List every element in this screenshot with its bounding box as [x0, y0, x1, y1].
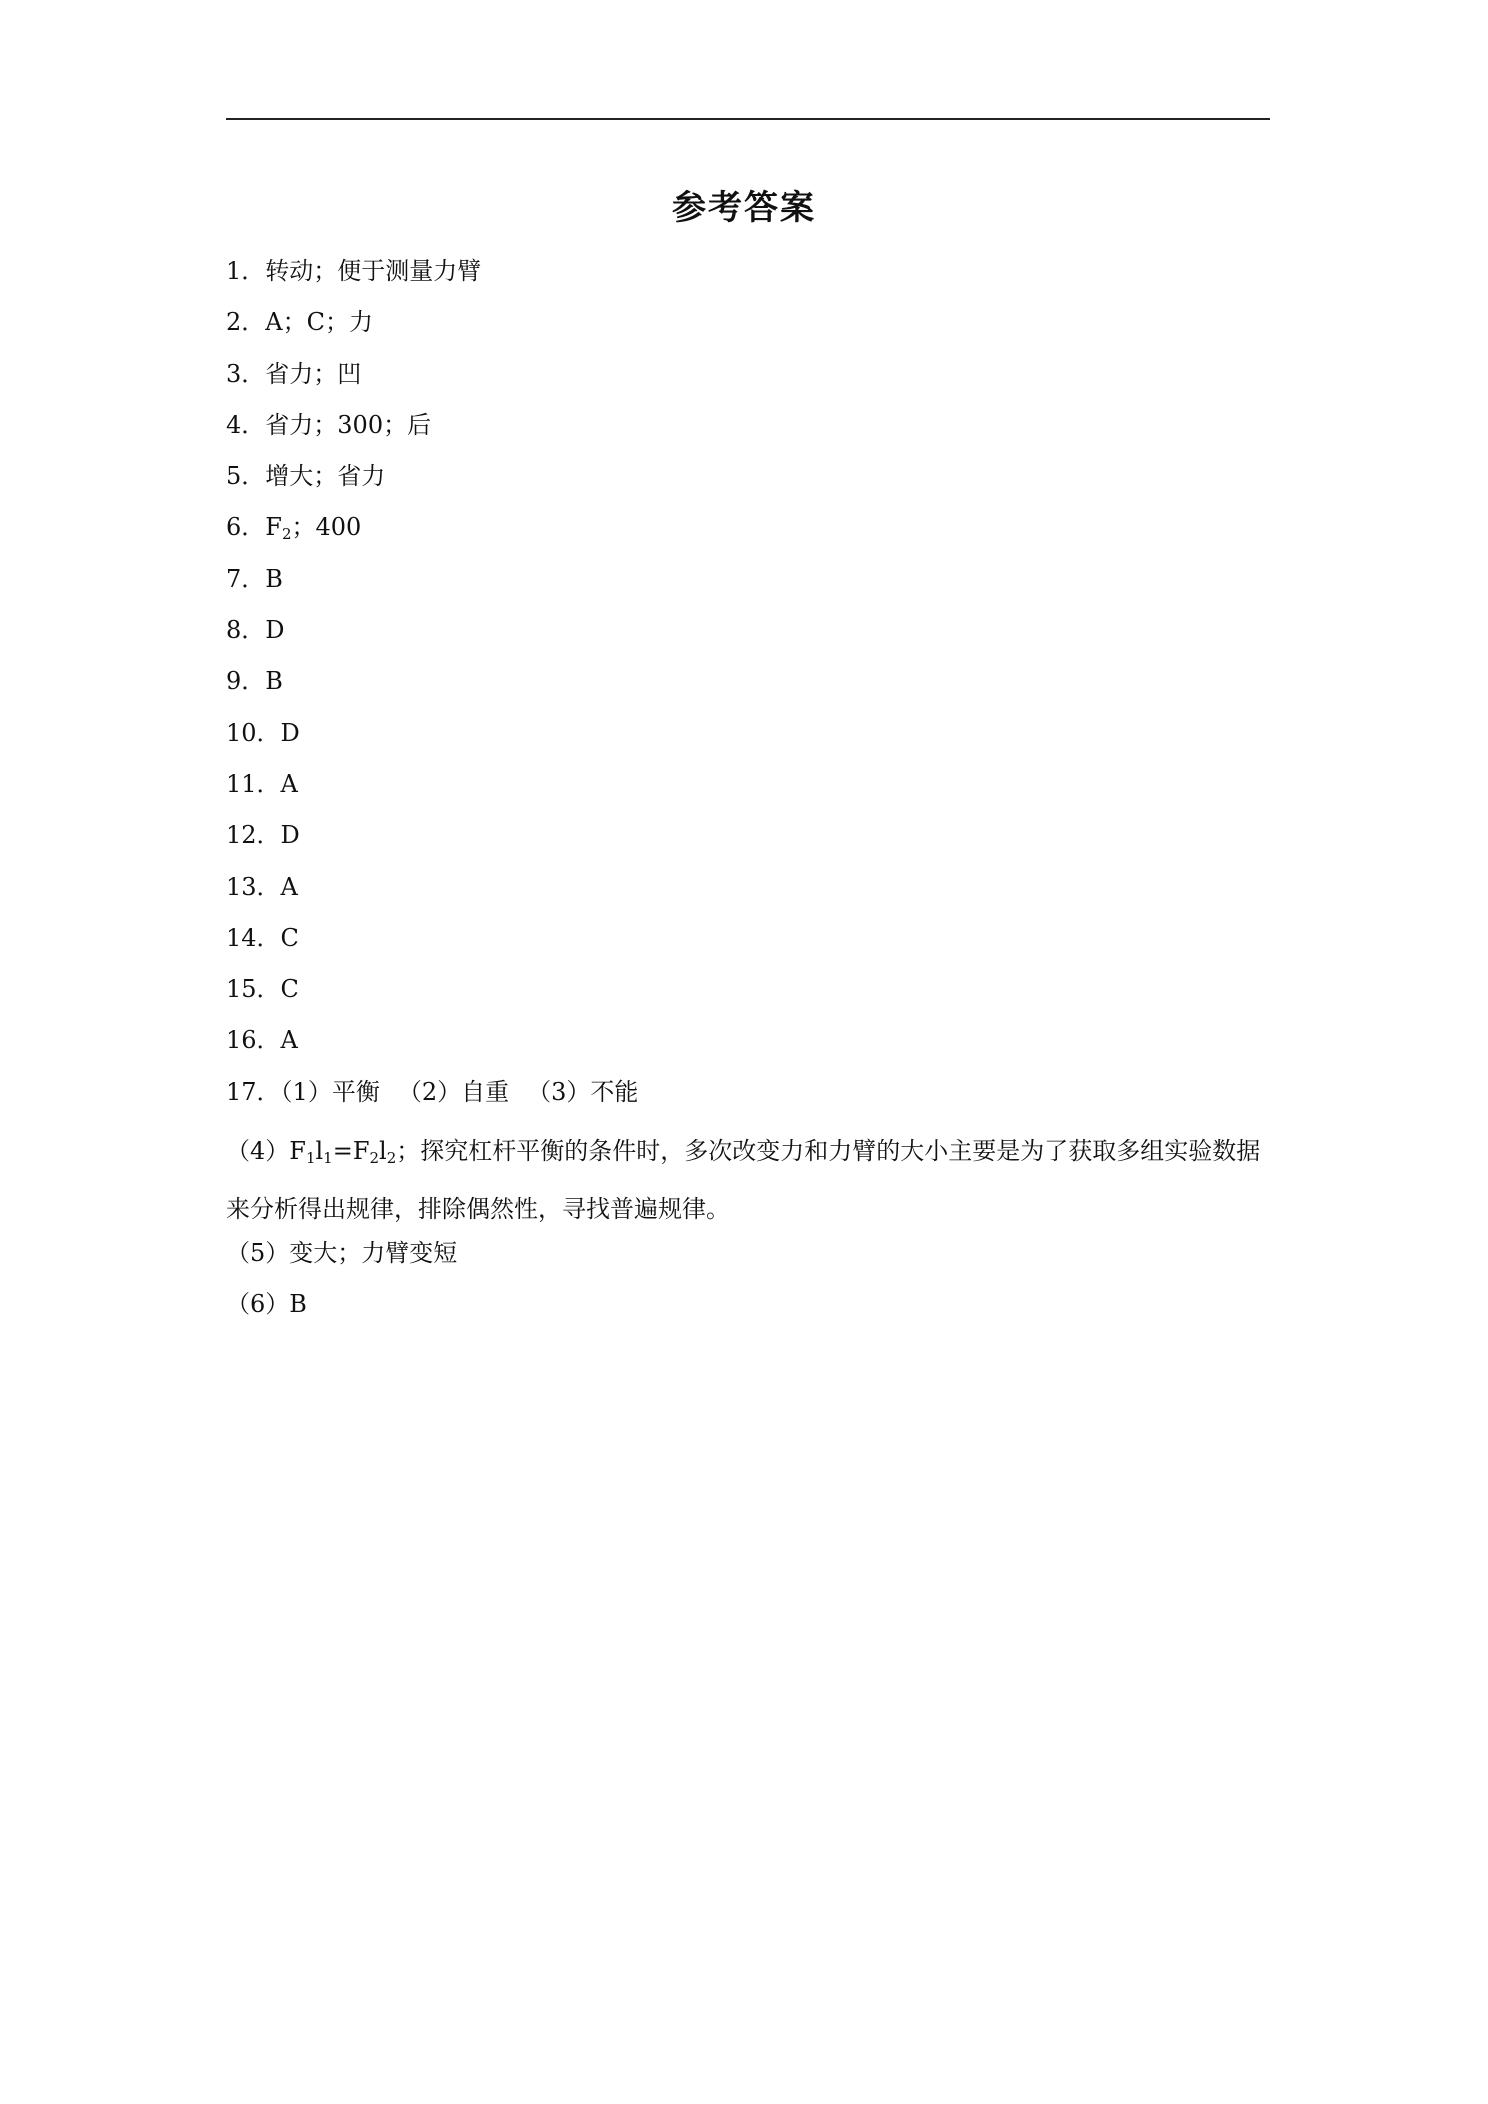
answer-item: 11．A [226, 767, 1270, 818]
answer-number: 4 [226, 410, 242, 439]
q17-part1: （1）平衡 [280, 1077, 380, 1106]
answer-number: 8 [226, 616, 242, 645]
answer-text: A [280, 872, 298, 901]
answer-text: A [280, 1026, 298, 1055]
answer-number: 10 [226, 718, 257, 747]
answer-number: 9 [226, 667, 242, 696]
answer-number: 14 [226, 923, 257, 952]
answer-item: 2．A；C；力 [226, 305, 1270, 356]
answer-text: C [280, 923, 299, 952]
answer-text: D [280, 718, 300, 747]
answer-number: 11 [226, 769, 257, 798]
q17-part3: （3）不能 [527, 1077, 639, 1106]
answer-item: 1．转动；便于测量力臂 [226, 254, 1270, 305]
answer-text: D [280, 821, 300, 850]
header-rule [226, 118, 1270, 120]
answer-item: 14．C [226, 921, 1270, 972]
q17-part6: （6）B [226, 1289, 307, 1318]
answer-text: 省力；凹 [265, 359, 362, 388]
page-title: 参考答案 [672, 188, 816, 228]
answer-text: 省力；300；后 [265, 410, 432, 439]
answer-item: 10．D [226, 716, 1270, 767]
answer-text: A；C；力 [265, 308, 373, 337]
q17-part5: （5）变大；力臂变短 [226, 1238, 458, 1267]
answer-number: 1 [226, 257, 242, 285]
answer-item: 16．A [226, 1023, 1270, 1074]
answer-text: A [280, 769, 298, 798]
answer-item: 12．D [226, 818, 1270, 869]
answer-item: 5．增大；省力 [226, 459, 1270, 510]
answer-item: 4．省力；300；后 [226, 408, 1270, 459]
answer-text: B [265, 667, 283, 696]
q17-part2: （2）自重 [397, 1077, 510, 1106]
q17-part4-text: ；探究杠杆平衡的条件时，多次改变力和力臂的大小主要是为了获取多组实验数据来分析得出规律，排除偶然性，寻找普遍规律。 [226, 1137, 1261, 1224]
formula: $F_1l_1=F_2l_2$ [289, 1137, 397, 1168]
answer-number: 15 [226, 975, 257, 1004]
answer-text: C [280, 975, 299, 1004]
answer-item: 15．C [226, 972, 1270, 1023]
answer-list [226, 254, 1270, 1338]
answer-text: 增大；省力 [265, 462, 386, 491]
answer-item: 8．D [226, 613, 1270, 664]
answer-text: B [265, 564, 283, 593]
answer-item: 13．A [226, 870, 1270, 921]
answer-item: 6．$F_2$；400 [226, 510, 1270, 561]
answer-number: 7 [226, 564, 242, 593]
answer-number: 6 [226, 513, 242, 542]
answer-text: D [265, 616, 285, 645]
answer-item: 9．B [226, 664, 1270, 715]
answer-number: 13 [226, 872, 257, 901]
answer-text: $F_2$；400 [265, 513, 362, 544]
answer-number: 12 [226, 821, 257, 850]
answer-number: 16 [226, 1026, 257, 1055]
q17-part4: $(4)F_1l_1=F_2l_2$；探究杠杆平衡的条件时，多次改变力和力臂的大小主要是为了获取多组实验数据来分析得出规律，排除偶然性，寻找普遍规律。 [226, 1137, 1261, 1224]
answer-number: 3 [226, 359, 242, 388]
answer-number: 2 [226, 308, 242, 337]
answer-item: 7．B [226, 562, 1270, 613]
answer-item: 3．省力；凹 [226, 357, 1270, 408]
answer-text: 转动；便于测量力臂 [265, 257, 482, 285]
answer-number: 17 [226, 1077, 257, 1106]
answer-number: 5 [226, 462, 242, 491]
answer-item-17: 17．（1）平衡 （2）自重 （3）不能 [226, 1075, 1270, 1126]
